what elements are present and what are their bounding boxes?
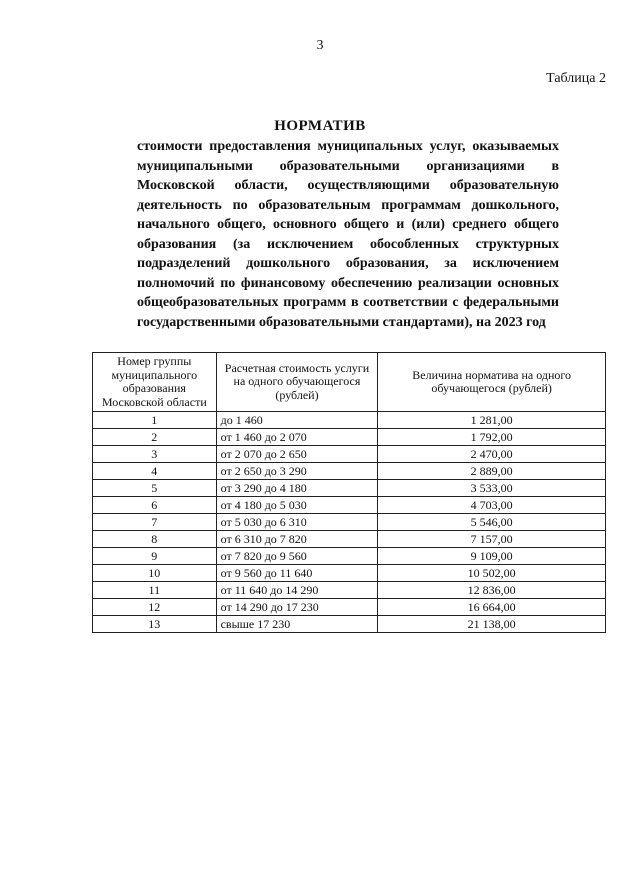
cell-group-number: 7 — [93, 514, 217, 531]
cell-estimated-cost: от 5 030 до 6 310 — [216, 514, 378, 531]
cell-norm-value: 4 703,00 — [378, 497, 606, 514]
table-row — [93, 616, 606, 633]
cell-group-number: 6 — [93, 497, 217, 514]
cell-estimated-cost: до 1 460 — [216, 412, 378, 429]
table-row — [93, 548, 606, 565]
table-label: Таблица 2 — [546, 71, 606, 86]
cell-norm-value: 9 109,00 — [378, 548, 606, 565]
cell-estimated-cost: от 11 640 до 14 290 — [216, 582, 378, 599]
table-row — [93, 446, 606, 463]
cell-group-number: 12 — [93, 599, 217, 616]
cell-estimated-cost: от 4 180 до 5 030 — [216, 497, 378, 514]
cell-group-number: 13 — [93, 616, 217, 633]
cell-estimated-cost: от 6 310 до 7 820 — [216, 531, 378, 548]
cell-norm-value: 7 157,00 — [378, 531, 606, 548]
table-row — [93, 565, 606, 582]
table-row — [93, 412, 606, 429]
table-row — [93, 582, 606, 599]
cell-group-number: 4 — [93, 463, 217, 480]
cell-norm-value: 3 533,00 — [378, 480, 606, 497]
cell-estimated-cost: от 1 460 до 2 070 — [216, 429, 378, 446]
table-row — [93, 463, 606, 480]
cell-estimated-cost: от 7 820 до 9 560 — [216, 548, 378, 565]
cell-norm-value: 5 546,00 — [378, 514, 606, 531]
table-row — [93, 531, 606, 548]
cell-norm-value: 21 138,00 — [378, 616, 606, 633]
document-subtitle: стоимости предоставления муниципальных услуг, оказываемых муниципальными образовательными организациями в Московской области, осуществляющими образовательную деятельность по образовательным программам дошкольного, начального общего, основного общего и (или) среднего общего образования (за исключением обособленных структурных подразделений дошкольного образования, за исключением полномочий по финансовому обеспечению реализации основных общеобразовательных программ в соответствии с федеральными государственными образовательными стандартами), на 2023 год — [137, 139, 559, 330]
cell-norm-value: 2 889,00 — [378, 463, 606, 480]
cell-norm-value: 2 470,00 — [378, 446, 606, 463]
cell-group-number: 11 — [93, 582, 217, 599]
cell-estimated-cost: от 9 560 до 11 640 — [216, 565, 378, 582]
table-row — [93, 480, 606, 497]
table-row — [93, 514, 606, 531]
cell-norm-value: 12 836,00 — [378, 582, 606, 599]
table-row — [93, 497, 606, 514]
cell-norm-value: 10 502,00 — [378, 565, 606, 582]
cell-group-number: 3 — [93, 446, 217, 463]
norm-table — [92, 352, 606, 633]
cell-group-number: 9 — [93, 548, 217, 565]
cell-group-number: 2 — [93, 429, 217, 446]
cell-norm-value: 1 281,00 — [378, 412, 606, 429]
cell-estimated-cost: от 14 290 до 17 230 — [216, 599, 378, 616]
header-group-number: Номер группы муниципального образования Московской области — [93, 353, 217, 412]
cell-estimated-cost: свыше 17 230 — [216, 616, 378, 633]
cell-estimated-cost: от 3 290 до 4 180 — [216, 480, 378, 497]
table-header-row — [93, 353, 606, 412]
cell-group-number: 8 — [93, 531, 217, 548]
table-row — [93, 599, 606, 616]
cell-estimated-cost: от 2 070 до 2 650 — [216, 446, 378, 463]
cell-norm-value: 1 792,00 — [378, 429, 606, 446]
cell-group-number: 10 — [93, 565, 217, 582]
table-row — [93, 429, 606, 446]
cell-group-number: 5 — [93, 480, 217, 497]
cell-norm-value: 16 664,00 — [378, 599, 606, 616]
header-norm-value: Величина норматива на одного обучающегося (рублей) — [378, 353, 606, 412]
page-number: 3 — [316, 38, 324, 53]
header-estimated-cost: Расчетная стоимость услуги на одного обучающегося (рублей) — [216, 353, 378, 412]
cell-estimated-cost: от 2 650 до 3 290 — [216, 463, 378, 480]
cell-group-number: 1 — [93, 412, 217, 429]
document-title: НОРМАТИВ — [274, 118, 366, 134]
